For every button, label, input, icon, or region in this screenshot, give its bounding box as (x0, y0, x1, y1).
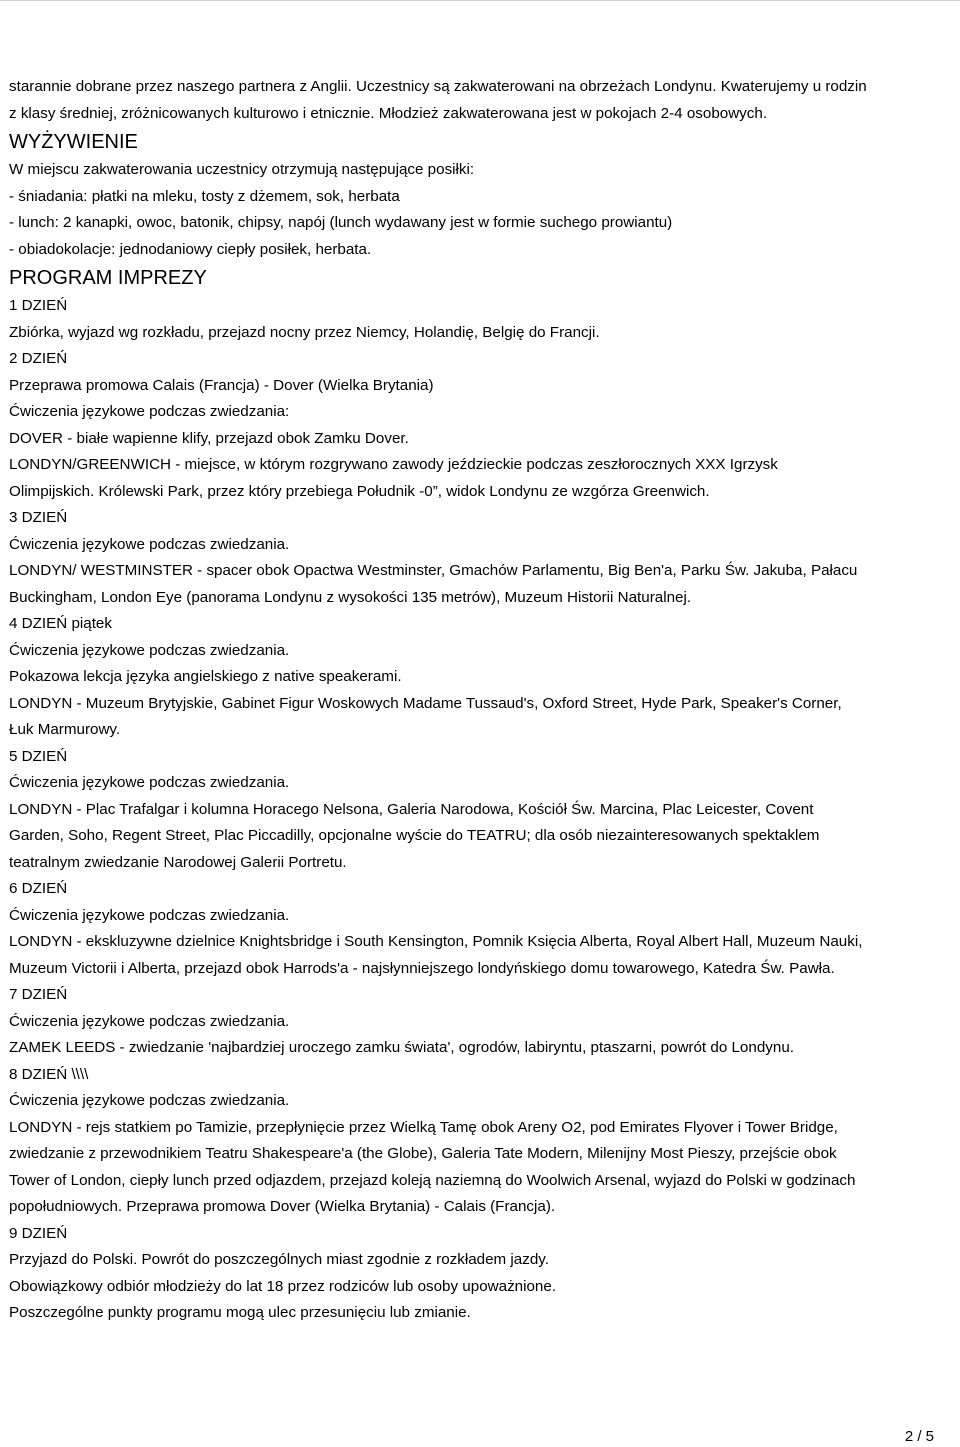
text-line: Ćwiczenia językowe podczas zwiedzania. (9, 641, 290, 659)
text-line: ZAMEK LEEDS - zwiedzanie 'najbardziej uroczego zamku świata', ogrodów, labiryntu, ptaszarni, powrót do Londynu. (9, 1039, 794, 1056)
text-line: - śniadania: płatki na mleku, tosty z dżemem, sok, herbata (9, 187, 400, 205)
text-line: Buckingham, London Eye (panorama Londynu z wysokości 135 metrów), Muzeum Historii Naturalnej. (9, 588, 692, 606)
text-line: Olimpijskich. Królewski Park, przez który przebiega Południk -0”, widok Londynu ze wzgórza Greenwich. (9, 482, 710, 500)
text-line: LONDYN - Muzeum Brytyjskie, Gabinet Figur Woskowych Madame Tussaud's, Oxford Street, Hyde Park, Speaker's Corner, (9, 694, 842, 712)
text-line: 4 DZIEŃ piątek (9, 615, 112, 632)
text-line: Ćwiczenia językowe podczas zwiedzania. (9, 906, 290, 924)
text-line: Pokazowa lekcja języka angielskiego z native speakerami. (9, 668, 402, 685)
text-line: - obiadokolacje: jednodaniowy ciepły posiłek, herbata. (9, 240, 372, 258)
text-line: - lunch: 2 kanapki, owoc, batonik, chipsy, napój (lunch wydawany jest w formie suchego prowiantu) (9, 214, 673, 231)
text-line: 3 DZIEŃ (9, 509, 68, 526)
text-line: Garden, Soho, Regent Street, Plac Piccadilly, opcjonalne wyście do TEATRU; dla osób niezainteresowanych spektaklem (9, 827, 820, 844)
text-line: 9 DZIEŃ (9, 1224, 68, 1242)
text-line: LONDYN - rejs statkiem po Tamizie, przepłynięcie przez Wielką Tamę obok Areny O2, pod Emirates Flyover i Tower Bridge, (9, 1118, 838, 1136)
text-line: Ćwiczenia językowe podczas zwiedzania. (9, 535, 290, 553)
text-line: 8 DZIEŃ \\\\ (9, 1065, 89, 1083)
text-line: Poszczególne punkty programu mogą ulec przesunięciu lub zmianie. (9, 1304, 471, 1321)
text-line: starannie dobrane przez naszego partnera z Anglii. Uczestnicy są zakwaterowani na obrzeżach Londynu. Kwaterujemy u rodzin (9, 78, 867, 95)
text-line: 6 DZIEŃ (9, 880, 68, 897)
text-line: Zbiórka, wyjazd wg rozkładu, przejazd nocny przez Niemcy, Holandię, Belgię do Francji. (9, 323, 600, 341)
document-body (9, 74, 959, 1327)
text-line: z klasy średniej, zróżnicowanych kulturowo i etnicznie. Młodzież zakwaterowana jest w pokojach 2-4 osobowych. (9, 104, 768, 122)
text-line: Ćwiczenia językowe podczas zwiedzania. (9, 774, 290, 791)
section-heading: WYŻYWIENIE (9, 131, 138, 153)
text-line: 5 DZIEŃ (9, 747, 68, 765)
page-top-border (0, 0, 960, 1)
text-line: 1 DZIEŃ (9, 297, 68, 314)
text-line: teatralnym zwiedzanie Narodowej Galerii Portretu. (9, 853, 347, 871)
text-line: 2 DZIEŃ (9, 350, 68, 367)
text-line: zwiedzanie z przewodnikiem Teatru Shakespeare'a (the Globe), Galeria Tate Modern, Milenijny Most Pieszy, przejście obok (9, 1145, 837, 1162)
text-line: Łuk Marmurowy. (9, 721, 121, 738)
page-number: 2 / 5 (904, 1428, 934, 1445)
text-line: Muzeum Victorii i Alberta, przejazd obok Harrods'a - najsłynniejszego londyńskiego domu towarowego, Katedra Św. Pawła. (9, 959, 835, 977)
section-heading: PROGRAM IMPREZY (9, 267, 207, 289)
text-line: LONDYN - ekskluzywne dzielnice Knightsbridge i South Kensington, Pomnik Księcia Alberta, Royal Albert Hall, Muzeum Nauki, (9, 933, 863, 950)
text-line: LONDYN/ WESTMINSTER - spacer obok Opactwa Westminster, Gmachów Parlamentu, Big Ben'a, Parku Św. Jakuba, Pałacu (9, 562, 858, 579)
text-line: Przyjazd do Polski. Powrót do poszczególnych miast zgodnie z rozkładem jazdy. (9, 1251, 549, 1268)
text-line: LONDYN - Plac Trafalgar i kolumna Horacego Nelsona, Galeria Narodowa, Kościół Św. Marcina, Plac Leicester, Covent (9, 800, 814, 818)
text-line: popołudniowych. Przeprawa promowa Dover (Wielka Brytania) - Calais (Francja). (9, 1198, 556, 1215)
text-line: W miejscu zakwaterowania uczestnicy otrzymują następujące posiłki: (9, 161, 475, 178)
text-line: Ćwiczenia językowe podczas zwiedzania. (9, 1012, 290, 1030)
text-line: Obowiązkowy odbiór młodzieży do lat 18 przez rodziców lub osoby upoważnione. (9, 1277, 557, 1295)
text-line: Ćwiczenia językowe podczas zwiedzania: (9, 403, 290, 420)
text-line: 7 DZIEŃ (9, 986, 68, 1003)
text-line: LONDYN/GREENWICH - miejsce, w którym rozgrywano zawody jeździeckie podczas zeszłorocznych XXX Igrzysk (9, 456, 778, 473)
text-line: DOVER - białe wapienne klify, przejazd obok Zamku Dover. (9, 429, 409, 447)
text-line: Ćwiczenia językowe podczas zwiedzania. (9, 1092, 290, 1109)
text-line: Przeprawa promowa Calais (Francja) - Dover (Wielka Brytania) (9, 376, 434, 394)
text-line: Tower of London, ciepły lunch przed odjazdem, przejazd koleją naziemną do Woolwich Arsenal, wyjazd do Polski w godzinach (9, 1171, 856, 1189)
